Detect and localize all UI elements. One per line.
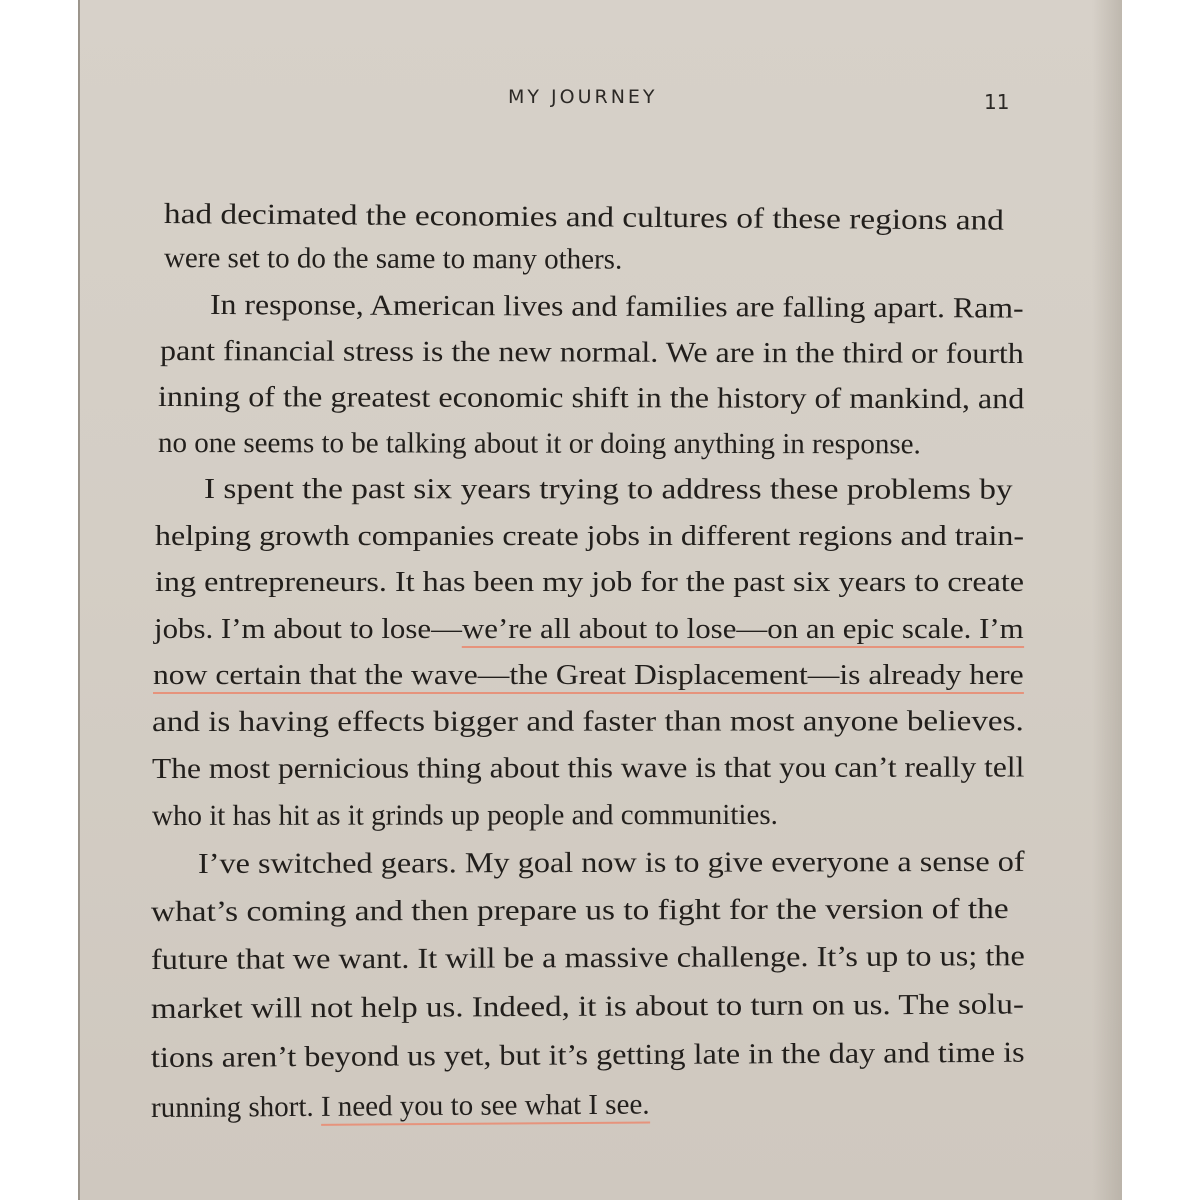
highlighted-text: I need you to see what I see. (321, 1089, 650, 1126)
text-line: had decimated the economies and cultures of these regions and (163, 198, 1005, 237)
text-line: and is having effects bigger and faster than most anyone believes. (151, 705, 1024, 738)
running-head: MY JOURNEY (508, 86, 658, 108)
text-line: In response, American lives and families are falling apart. Ram- (209, 289, 1024, 325)
text-line: I spent the past six years trying to address these problems by (203, 473, 1013, 506)
text-line: tions aren’t beyond us yet, but it’s getting late in the day and time is (150, 1036, 1025, 1074)
text-line: pant financial stress is the new normal. We are in the third or fourth (159, 335, 1024, 371)
text-line: future that we want. It will be a massive challenge. It’s up to us; the (150, 940, 1025, 976)
page-number: 11 (984, 90, 1010, 114)
highlighted-text: we’re all about to lose—on an epic scale. I’m (462, 613, 1024, 648)
body-text (80, 0, 1122, 1200)
text-line: were set to do the same to many others. (163, 242, 623, 276)
text-line: helping growth companies create jobs in different regions and train- (155, 520, 1025, 552)
text-line: what’s coming and then prepare us to fight for the version of the (150, 893, 1009, 928)
text-segment: running short. (150, 1090, 314, 1124)
book-page (80, 0, 1122, 1200)
text-line (151, 1088, 650, 1125)
text-line: I’ve switched gears. My goal now is to give everyone a sense of (197, 845, 1025, 880)
text-line: inning of the greatest economic shift in the history of mankind, and (157, 381, 1025, 416)
text-line: market will not help us. Indeed, it is about to turn on us. The solu- (150, 988, 1024, 1025)
text-line (153, 658, 1024, 692)
text-line (154, 612, 1024, 646)
text-line: no one seems to be talking about it or doing anything in response. (157, 427, 921, 461)
text-line: ing entrepreneurs. It has been my job for the past six years to create (155, 566, 1025, 598)
text-segment: jobs. I’m about to lose— (154, 613, 462, 645)
text-line: The most pernicious thing about this wave is that you can’t really tell (151, 751, 1025, 785)
highlighted-text: now certain that the wave—the Great Displacement—is already here (153, 659, 1024, 694)
text-line: who it has hit as it grinds up people and communities. (151, 798, 778, 832)
